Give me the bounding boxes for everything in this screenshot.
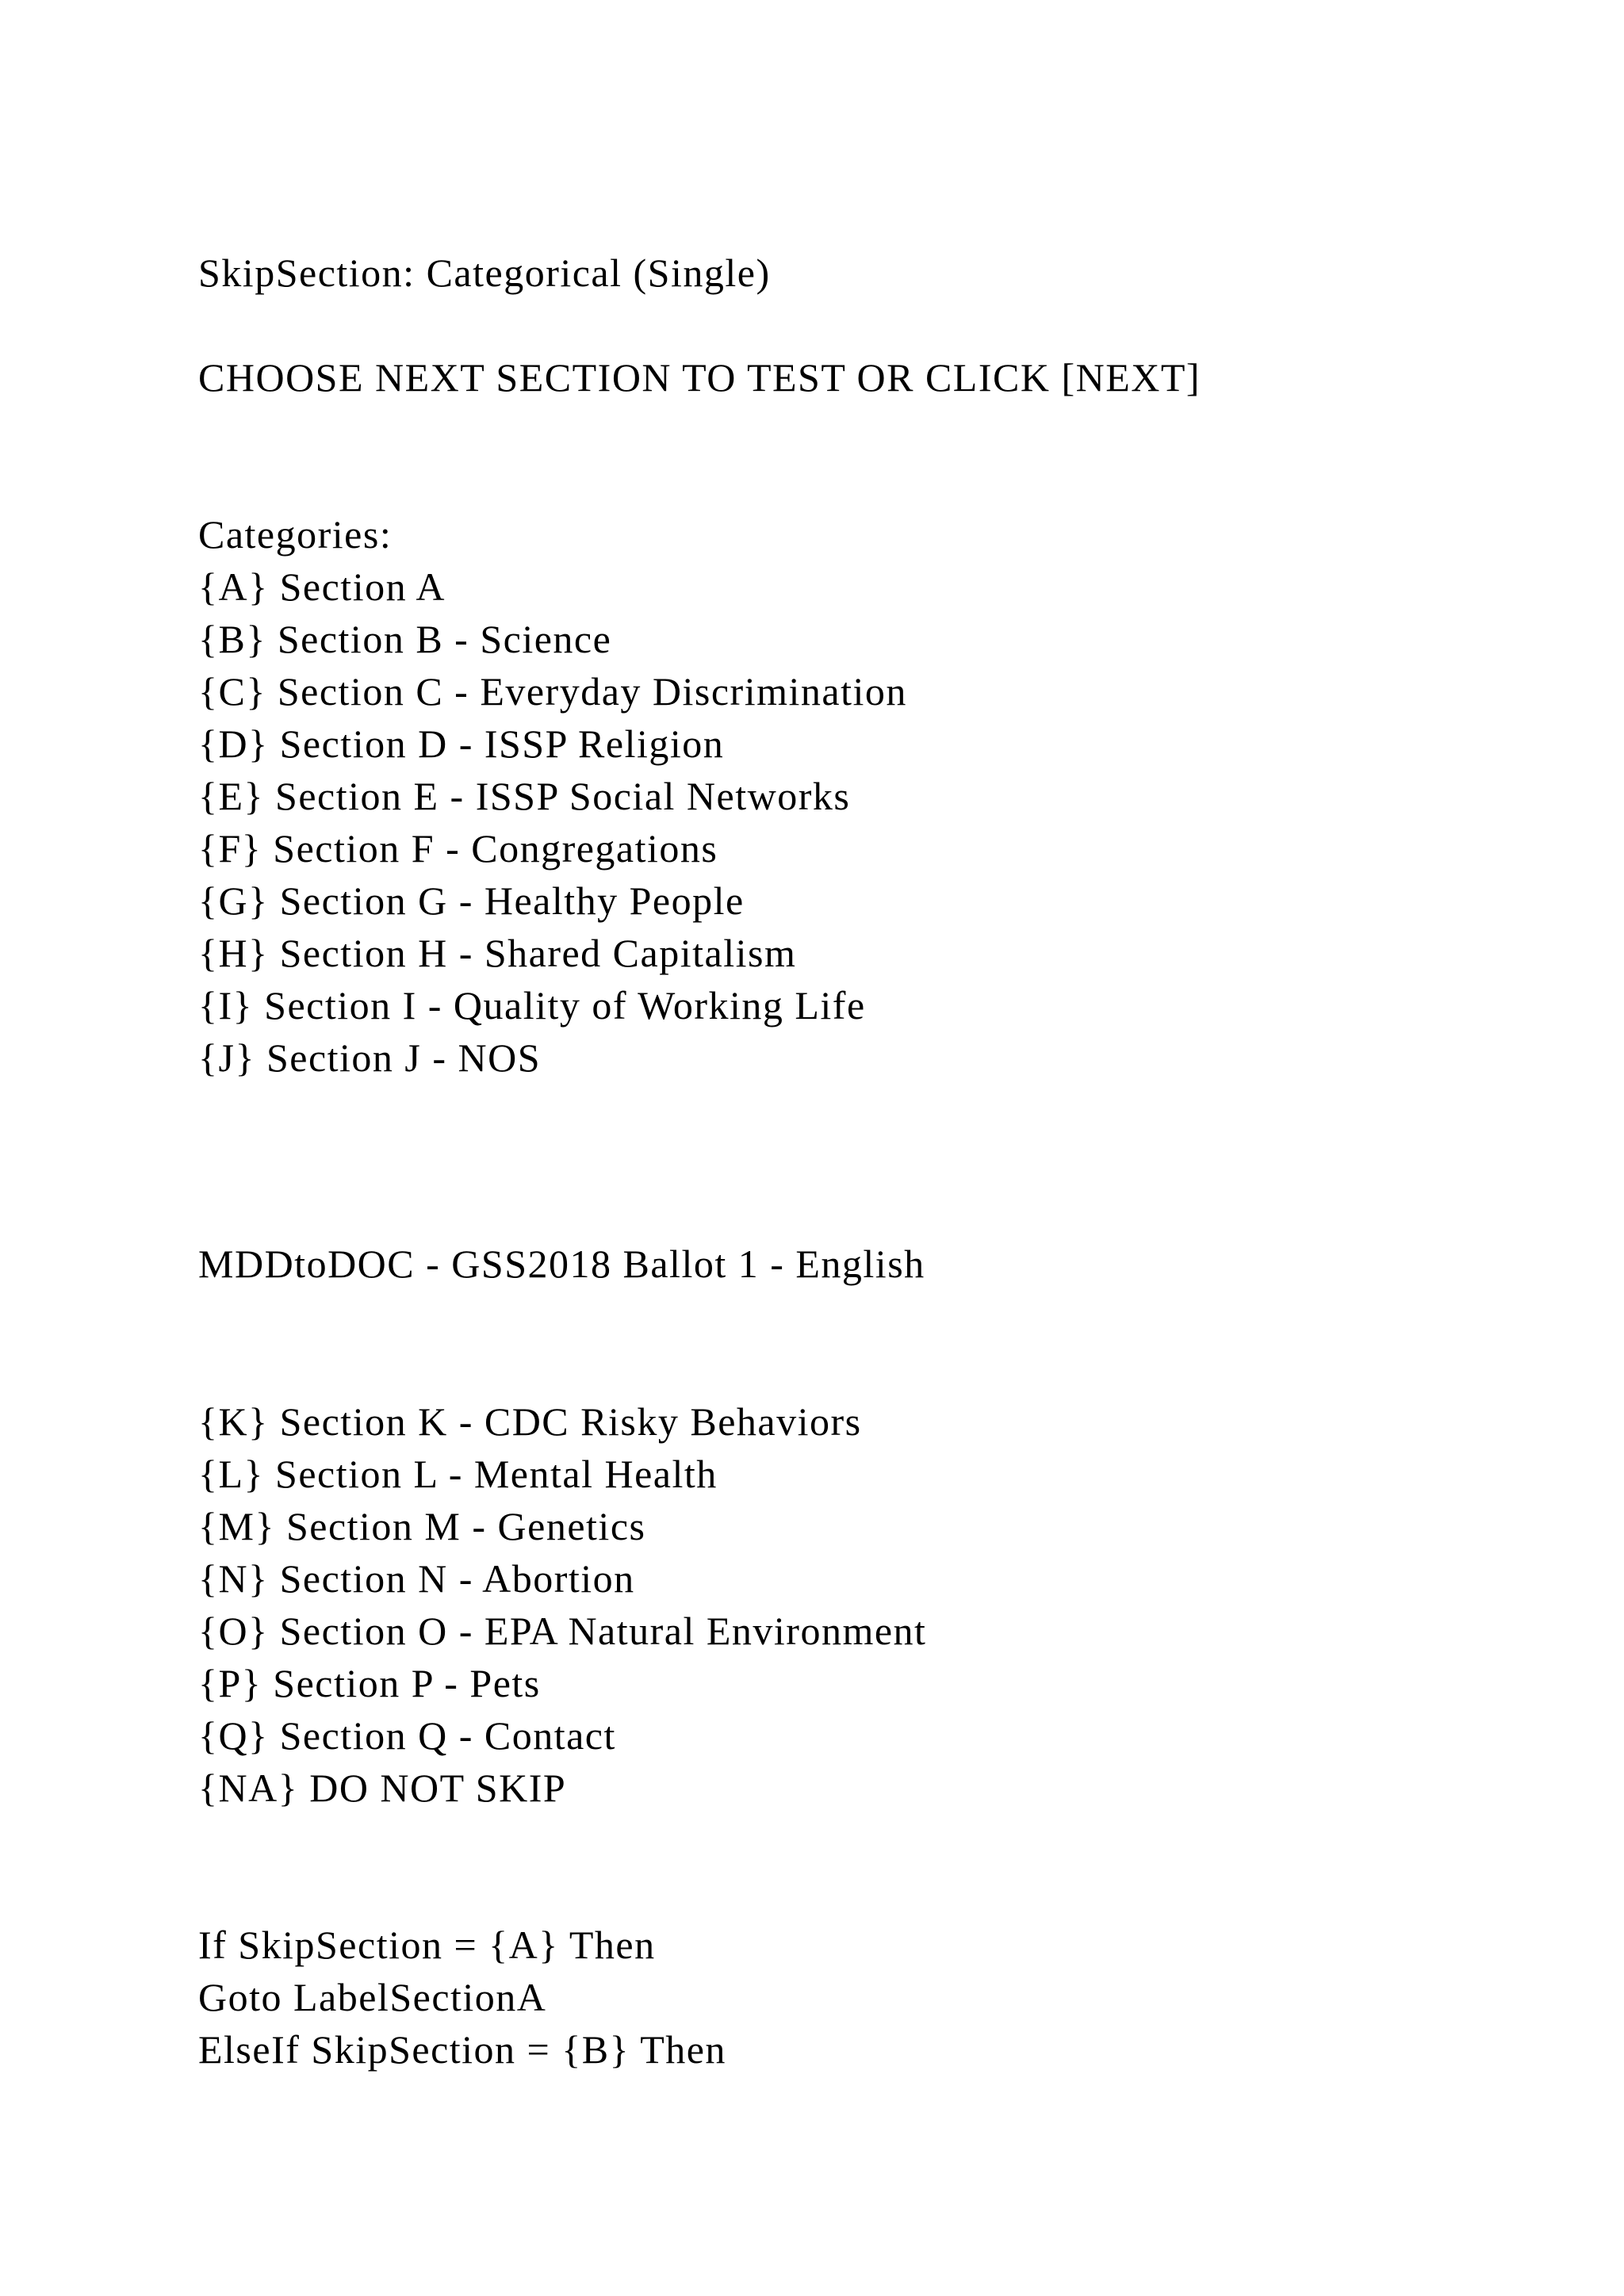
instruction-text: CHOOSE NEXT SECTION TO TEST OR CLICK [NEXT]: [198, 355, 1201, 400]
category-item: {L} Section L - Mental Health: [198, 1452, 718, 1496]
category-item: {K} Section K - CDC Risky Behaviors: [198, 1399, 862, 1444]
page-footer: MDDtoDOC - GSS2018 Ballot 1 - English: [198, 1242, 925, 1286]
category-item: {F} Section F - Congregations: [198, 826, 718, 871]
category-item: {A} Section A: [198, 564, 446, 609]
category-item: {O} Section O - EPA Natural Environment: [198, 1609, 927, 1653]
logic-line: Goto LabelSectionA: [198, 1975, 547, 2019]
logic-line: If SkipSection = {A} Then: [198, 1923, 656, 1967]
category-item: {NA} DO NOT SKIP: [198, 1766, 567, 1810]
category-item: {M} Section M - Genetics: [198, 1504, 646, 1548]
category-item: {H} Section H - Shared Capitalism: [198, 931, 797, 975]
category-item: {I} Section I - Quality of Working Life: [198, 983, 866, 1027]
skip-logic-block: [0, 1919, 726, 2076]
categories-label: Categories:: [198, 512, 393, 557]
logic-line: ElseIf SkipSection = {B} Then: [198, 2027, 726, 2072]
category-item: {E} Section E - ISSP Social Networks: [198, 774, 851, 818]
category-item: {D} Section D - ISSP Religion: [198, 721, 725, 766]
category-item: {J} Section J - NOS: [198, 1035, 542, 1080]
category-item: {N} Section N - Abortion: [198, 1556, 635, 1601]
category-item: {B} Section B - Science: [198, 617, 612, 661]
category-item: {G} Section G - Healthy People: [198, 878, 745, 923]
category-item: {C} Section C - Everyday Discrimination: [198, 669, 907, 714]
category-list-part-2: [0, 1395, 927, 1814]
category-list-part-1: [0, 561, 907, 1084]
question-header: SkipSection: Categorical (Single): [198, 251, 771, 295]
category-item: {Q} Section Q - Contact: [198, 1713, 616, 1758]
category-item: {P} Section P - Pets: [198, 1661, 541, 1705]
